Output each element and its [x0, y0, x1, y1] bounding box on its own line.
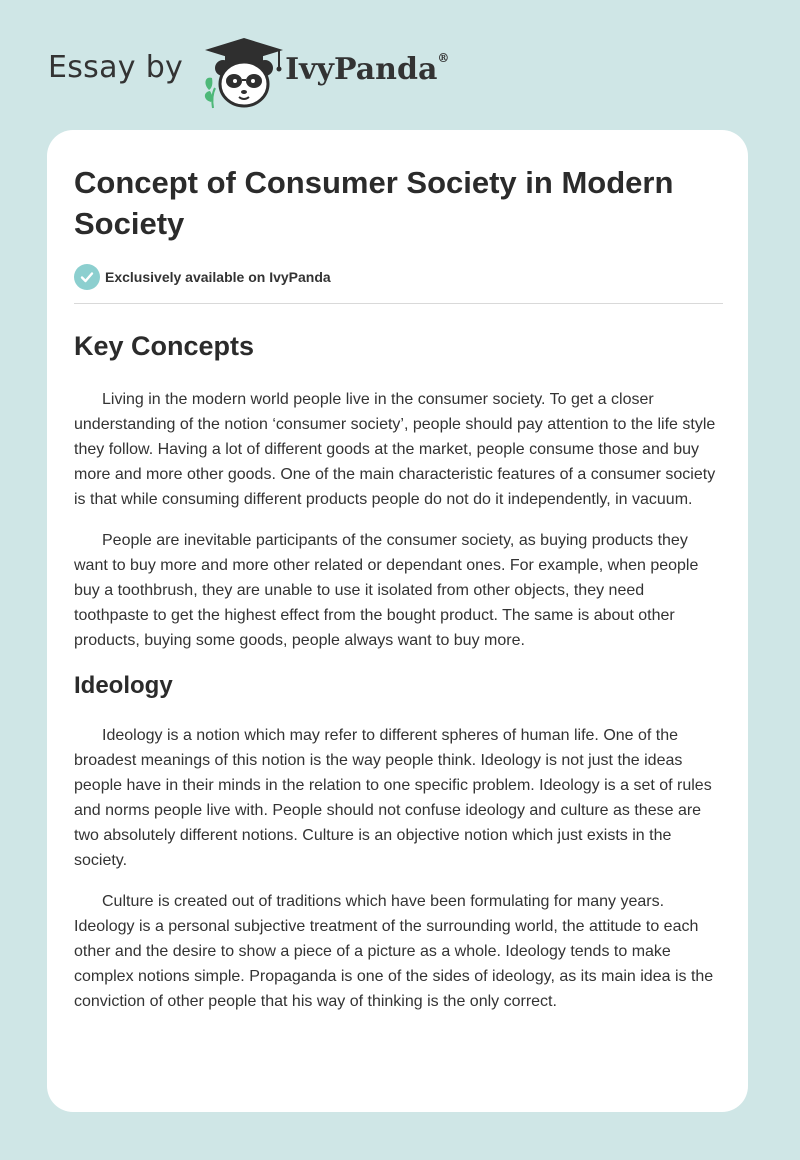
- exclusive-label: Exclusively available on IvyPanda: [105, 269, 331, 285]
- page-title: Concept of Consumer Society in Modern Society: [74, 165, 674, 241]
- section-heading-key-concepts: Key Concepts: [74, 331, 255, 361]
- trademark-symbol: ®: [437, 50, 450, 65]
- paragraph: Living in the modern world people live in the consumer society. To get a closer understanding of the notion ‘consumer society’, people should pay attention to the life style they follow. Having a lot of different goods at the market, people consume those and buy more and more other goods. One of the main characteristic features of a consumer society is that while consuming different products people do not do it independently, in vacuum.: [74, 391, 716, 508]
- ivypanda-wordmark[interactable]: IvyPanda®: [285, 50, 450, 87]
- site-header: [48, 28, 748, 118]
- section-heading-ideology: Ideology: [74, 672, 173, 699]
- essay-card: [47, 130, 748, 1112]
- paragraph: People are inevitable participants of the consumer society, as buying products they want to buy more and more other related or dependant ones. For example, when people buy a toothbrush, they are unable to use it isolated from other objects, they need toothpaste to get the highest effect from the bought product. The same is about other products, buying some goods, people always want to buy more.: [74, 532, 699, 649]
- divider: [74, 303, 723, 304]
- exclusive-badge: [74, 264, 723, 290]
- paragraph: Culture is created out of traditions which have been formulating for many years. Ideology is a personal subjective treatment of the surrounding world, the attitude to each other and the desire to show a piece of a picture as a whole. Ideology tends to make complex notions simple. Propaganda is one of the sides of ideology, as its main idea is the conviction of other people that his way of thinking is the only correct.: [74, 893, 714, 1010]
- essay-content: [74, 162, 723, 1014]
- paragraph: Ideology is a notion which may refer to different spheres of human life. One of the broadest meanings of this notion is the way people think. Ideology is not just the ideas people have in their minds in the relation to one specific problem. Ideology is a set of rules and norms people live with. People should not confuse ideology and culture as these are two absolutely different notions. Culture is an objective notion which just exists in the society.: [74, 727, 712, 869]
- essay-by-label: Essay by: [48, 49, 184, 85]
- ivypanda-logo-icon[interactable]: [199, 28, 289, 118]
- check-circle-icon: [74, 264, 100, 290]
